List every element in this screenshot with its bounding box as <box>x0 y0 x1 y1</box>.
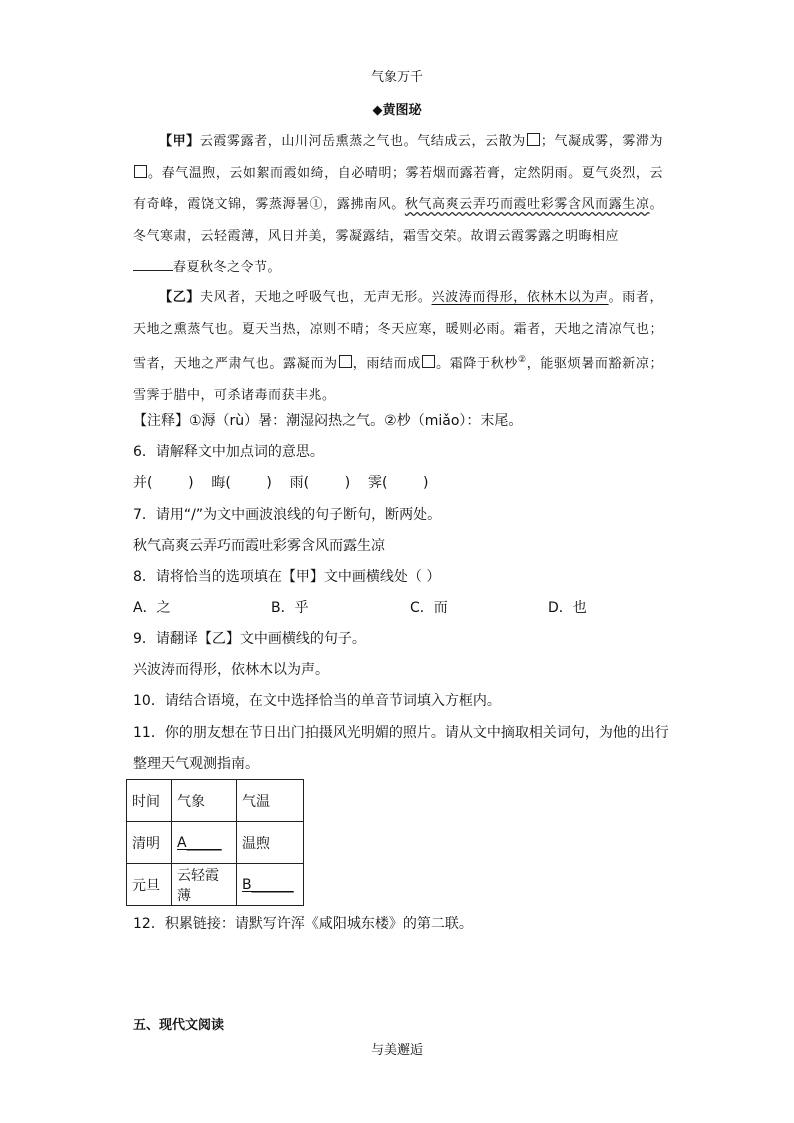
passage-b-text-3: ，雨结而成 <box>352 356 421 372</box>
option-a: A．之 <box>133 600 171 616</box>
footnote-marker: ② <box>517 355 527 365</box>
table-header-row <box>127 780 304 822</box>
passage-b-text-4: 。霜降于秋杪 <box>435 356 518 372</box>
passage-a-tag: 【甲】 <box>159 134 200 149</box>
passage-a-text-1: 云霞雾露者，山川河岳熏蒸之气也。气结成云，云散为 <box>199 134 526 149</box>
table-row <box>127 864 304 906</box>
wavy-sentence: 秋气高爽云弄巧而霞吐彩雾含风而露生凉 <box>404 197 650 212</box>
passage-a-text-2: ；气凝成雾，雾滞为 <box>540 134 663 149</box>
question-8: 8．请将恰当的选项填在【甲】文中画横线处（ ） <box>133 569 441 585</box>
answer-box <box>134 165 147 178</box>
article-author: ◆黄图珌 <box>372 103 422 118</box>
option-c: C．而 <box>410 600 448 616</box>
option-b: B．乎 <box>271 600 309 616</box>
passage-a <box>133 126 663 284</box>
passage-a-text-5: 春夏秋冬之令节。 <box>173 260 282 275</box>
answer-box <box>527 133 540 146</box>
passage-b-text-1: 夫风者，天地之呼吸气也，无声无形。 <box>199 290 432 305</box>
weather-guide-table <box>126 779 304 906</box>
table-header: 气温 <box>237 780 304 822</box>
underlined-sentence: 兴波涛而得形，依林木以为声 <box>431 290 609 305</box>
fill-blank <box>133 258 173 271</box>
table-cell-blank-b: B______ <box>237 864 304 906</box>
question-6: 6．请解释文中加点词的意思。 <box>133 444 324 460</box>
article-title: 气象万千 <box>370 70 423 85</box>
question-7-sentence: 秋气高爽云弄巧而霞吐彩雾含风而露生凉 <box>133 538 385 554</box>
section-heading: 五、现代文阅读 <box>133 1018 225 1033</box>
question-9: 9．请翻译【乙】文中画横线的句子。 <box>133 631 366 647</box>
table-cell-blank-a: A_____ <box>172 822 237 864</box>
table-header: 气象 <box>172 780 237 822</box>
passage-b-text-5: ，能驱烦暑而豁新凉；雪霁于腊中，可杀诸毒而获丰兆。 <box>133 356 663 403</box>
annotation-notes: 【注释】①溽（rù）暑：潮湿闷热之气。②杪（miǎo）：末尾。 <box>133 413 523 429</box>
question-11-line2: 整理天气观测指南。 <box>133 756 259 772</box>
table-cell: 元旦 <box>127 864 172 906</box>
passage-a-text-4: 。冬气寒肃，云轻霞薄，风日并美，雾凝露结，霜雪交荣。故谓云霞雾露之明晦相应 <box>133 197 663 244</box>
passage-b-tag: 【乙】 <box>159 290 200 305</box>
answer-box <box>339 355 352 368</box>
question-9-sentence: 兴波涛而得形，依林木以为声。 <box>133 662 329 678</box>
question-6-items: 并( ) 晦( ) 雨( ) 霁( ) <box>133 475 429 491</box>
table-cell: 清明 <box>127 822 172 864</box>
option-d: D．也 <box>548 600 587 616</box>
next-article-title: 与美邂逅 <box>370 1043 423 1058</box>
answer-box <box>422 355 435 368</box>
question-10: 10．请结合语境，在文中选择恰当的单音节词填入方框内。 <box>133 693 501 709</box>
table-cell: 温煦 <box>237 822 304 864</box>
table-cell: 云轻霞薄 <box>172 864 237 906</box>
passage-b <box>133 282 663 411</box>
question-11-line1: 11．你的朋友想在节日出门拍摄风光明媚的照片。请从文中摘取相关词句，为他的出行 <box>133 725 669 741</box>
question-12: 12．积累链接：请默写许浑《咸阳城东楼》的第二联。 <box>133 916 473 932</box>
table-row <box>127 822 304 864</box>
passage-b-text-2: 。雨者，天地之熏蒸气也。夏天当热，凉则不晴；冬天应寒，暖则必雨。霜者，天地之清凉气也；雪者，天地之严肃气也。露凝而为 <box>133 290 663 372</box>
question-7: 7．请用“/”为文中画波浪线的句子断句，断两处。 <box>133 507 442 523</box>
table-header: 时间 <box>127 780 172 822</box>
passage-a-text-3: 。春气温煦，云如絮而霞如绮，自必晴明；雾若烟而露若膏，定然阴雨。夏气炎烈，云有奇峰，霞饶文锦，雾蒸溽暑①，露拂南风。 <box>133 165 663 212</box>
